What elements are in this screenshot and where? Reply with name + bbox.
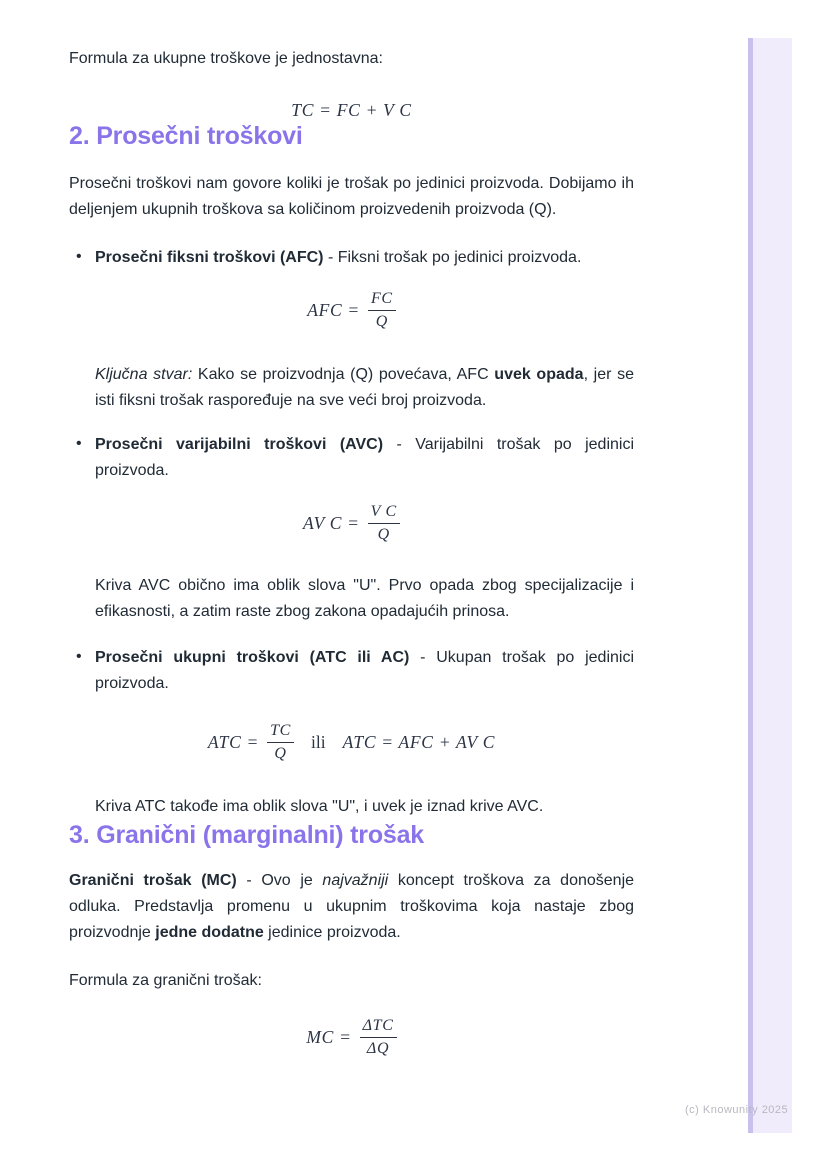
afc-note-part2: , jer se isti fiksni trošak raspoređuje na sve veći broj proizvoda. (95, 366, 635, 409)
afc-desc: - Fiksni trošak po jedinici proizvoda. (323, 249, 582, 266)
avc-note: Kriva AVC obično ima oblik slova "U". Prvo opada zbog specijalizacije i efikasnosti, a zatim raste zbog zakona opadajućih prinosa. (95, 577, 634, 620)
fraction-denominator: Q (267, 742, 294, 764)
formula-atc-fraction (267, 721, 294, 764)
list-item-atc (69, 645, 634, 697)
atc-desc: - Ukupan trošak po jedinici proizvoda. (95, 649, 635, 692)
intro-paragraph: Formula za ukupne troškove je jednostavna: (69, 50, 383, 67)
formula-afc (69, 289, 634, 332)
right-margin-strip (748, 38, 792, 1133)
mc-lead-bold2: jedne dodatne (155, 924, 264, 941)
mc-lead-part2: koncept troškova za donošenje odluka. Predstavlja promenu u ukupnim troškovima koja nastaje zbog proizvodnje (69, 872, 635, 941)
formula-afc-lhs: AFC = (307, 300, 360, 320)
mc-formula-intro: Formula za granični trošak: (69, 972, 262, 989)
section-2-heading: 2. Prosečni troškovi (69, 122, 303, 150)
formula-atc-lhs: ATC = (207, 732, 260, 752)
fraction-denominator: ΔQ (360, 1037, 397, 1059)
avc-term: Prosečni varijabilni troškovi (AVC) (95, 436, 384, 453)
afc-note (95, 362, 634, 414)
mc-term: Granični trošak (MC) (69, 872, 237, 889)
bullet-icon: • (76, 648, 82, 665)
bullet-icon: • (76, 248, 82, 265)
avc-desc: - Varijabilni trošak po jedinici proizvoda. (95, 436, 634, 479)
watermark: (c) Knowunity 2025 (685, 1104, 789, 1116)
mc-lead-part1: - Ovo je (236, 872, 323, 889)
formula-mc (69, 1016, 634, 1059)
fraction-numerator: FC (370, 290, 393, 307)
formula-avc-fraction (368, 502, 400, 545)
formula-afc-fraction (368, 289, 396, 332)
atc-note: Kriva ATC takođe ima oblik slova "U", i uvek je iznad krive AVC. (95, 798, 544, 815)
fraction-numerator: ΔTC (362, 1017, 394, 1034)
afc-note-label: Ključna stvar: (95, 366, 193, 383)
list-item-avc (69, 432, 634, 484)
formula-avc-lhs: AV C = (303, 513, 360, 533)
fraction-denominator: Q (368, 523, 400, 545)
fraction-denominator: Q (368, 310, 396, 332)
section-3-lead (69, 868, 634, 946)
section-2-lead: Prosečni troškovi nam govore koliki je trošak po jedinici proizvoda. Dobijamo ih deljenjem ukupnih troškova sa količinom proizvedenih proizvoda (Q). (69, 175, 634, 218)
afc-note-part1: Kako se proizvodnja (Q) povećava, AFC (192, 366, 495, 383)
formula-total-cost-text: TC = FC + V C (291, 100, 412, 120)
bullet-icon: • (76, 435, 82, 452)
formula-mc-fraction (360, 1016, 397, 1059)
fraction-numerator: TC (270, 722, 292, 739)
afc-note-bold: uvek opada (494, 366, 584, 383)
formula-total-cost (69, 100, 634, 121)
atc-term: Prosečni ukupni troškovi (ATC ili AC) (95, 649, 410, 666)
formula-mc-lhs: MC = (306, 1027, 352, 1047)
formula-atc-alt: ATC = AFC + AV C (342, 732, 496, 752)
formula-atc-connector: ili (311, 732, 326, 752)
formula-avc (69, 502, 634, 545)
fraction-numerator: V C (370, 503, 397, 520)
formula-atc (69, 721, 634, 764)
list-item-afc (69, 245, 634, 271)
mc-lead-part3: jedinice proizvoda. (263, 924, 401, 941)
mc-lead-italic: najvažniji (322, 872, 389, 889)
section-3-heading: 3. Granični (marginalni) trošak (69, 821, 425, 849)
content-area (69, 46, 634, 1059)
afc-term: Prosečni fiksni troškovi (AFC) (95, 249, 324, 266)
